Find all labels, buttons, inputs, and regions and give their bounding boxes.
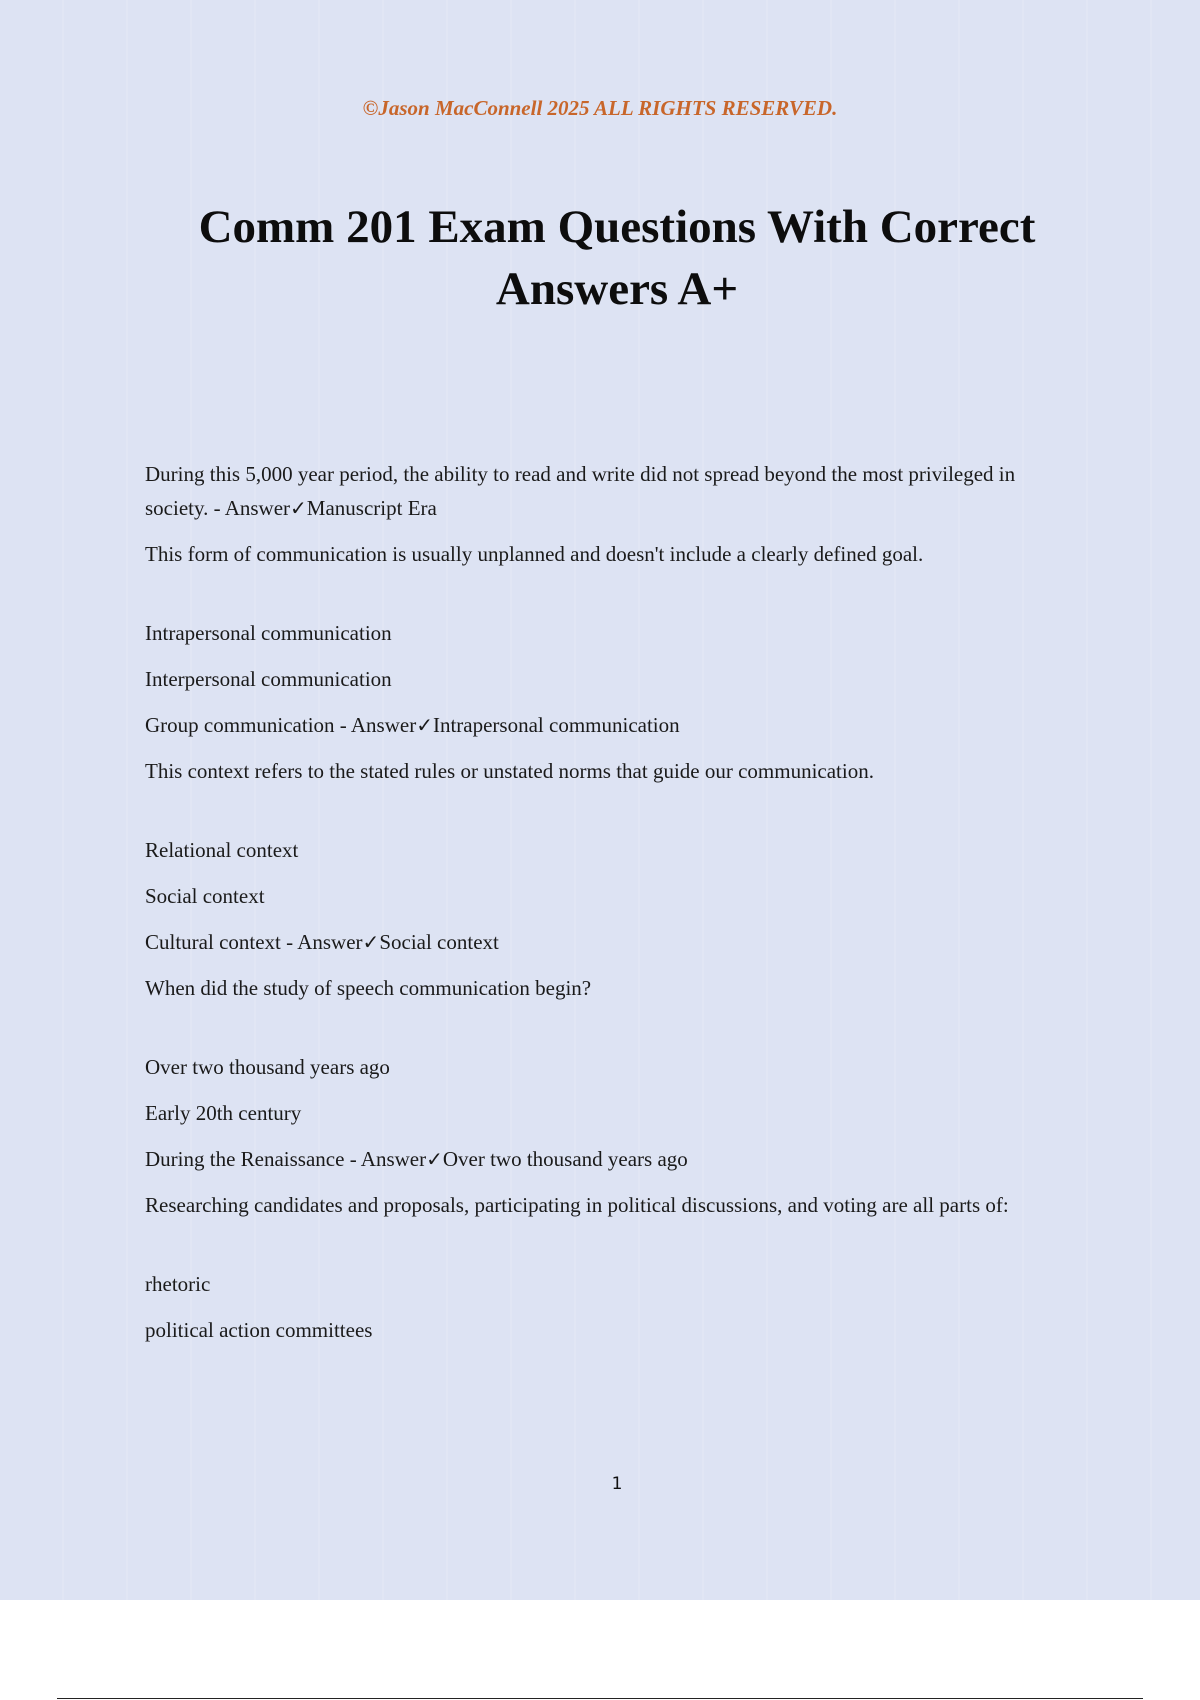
option-text: rhetoric	[145, 1272, 211, 1296]
page-number: 1	[611, 1474, 623, 1494]
question-text: During this 5,000 year period, the ability to read and write did not spread beyond the most privileged in society. - Answer✓Manuscript Era	[145, 462, 1016, 520]
copyright-notice: ©Jason MacConnell 2025 ALL RIGHTS RESERVED.	[362, 96, 838, 120]
answer-text: Intrapersonal communication	[432, 713, 680, 737]
check-mark-icon: ✓	[426, 1147, 443, 1171]
question-text: This context refers to the stated rules or unstated norms that guide our communication.	[145, 759, 874, 783]
question-text: This form of communication is usually unplanned and doesn't include a clearly defined goal.	[145, 542, 924, 566]
document-title: Comm 201 Exam Questions With Correct Answers A+	[198, 201, 1036, 315]
answer-text: Over two thousand years ago	[442, 1147, 688, 1171]
bottom-divider	[57, 1698, 1143, 1699]
document-body	[145, 457, 1065, 1359]
answer-text: Manuscript Era	[306, 496, 437, 520]
option-text: During the Renaissance - Answer✓Over two thousand years ago	[145, 1147, 688, 1171]
option-text: Interpersonal communication	[145, 667, 392, 691]
option-text: Cultural context - Answer✓Social context	[145, 930, 499, 954]
option-text: Social context	[145, 884, 265, 908]
answer-text: Social context	[379, 930, 499, 954]
option-text: Relational context	[145, 838, 299, 862]
option-text: Intrapersonal communication	[145, 621, 392, 645]
check-mark-icon: ✓	[290, 496, 307, 520]
check-mark-icon: ✓	[416, 713, 433, 737]
question-text: Researching candidates and proposals, participating in political discussions, and voting are all parts of:	[145, 1193, 1009, 1217]
check-mark-icon: ✓	[362, 930, 380, 954]
option-text: Over two thousand years ago	[145, 1055, 390, 1079]
option-text: Early 20th century	[145, 1101, 302, 1125]
question-text: When did the study of speech communication begin?	[145, 976, 592, 1000]
option-text: political action committees	[145, 1318, 373, 1342]
option-text: Group communication - Answer✓Intrapersonal communication	[145, 713, 680, 737]
